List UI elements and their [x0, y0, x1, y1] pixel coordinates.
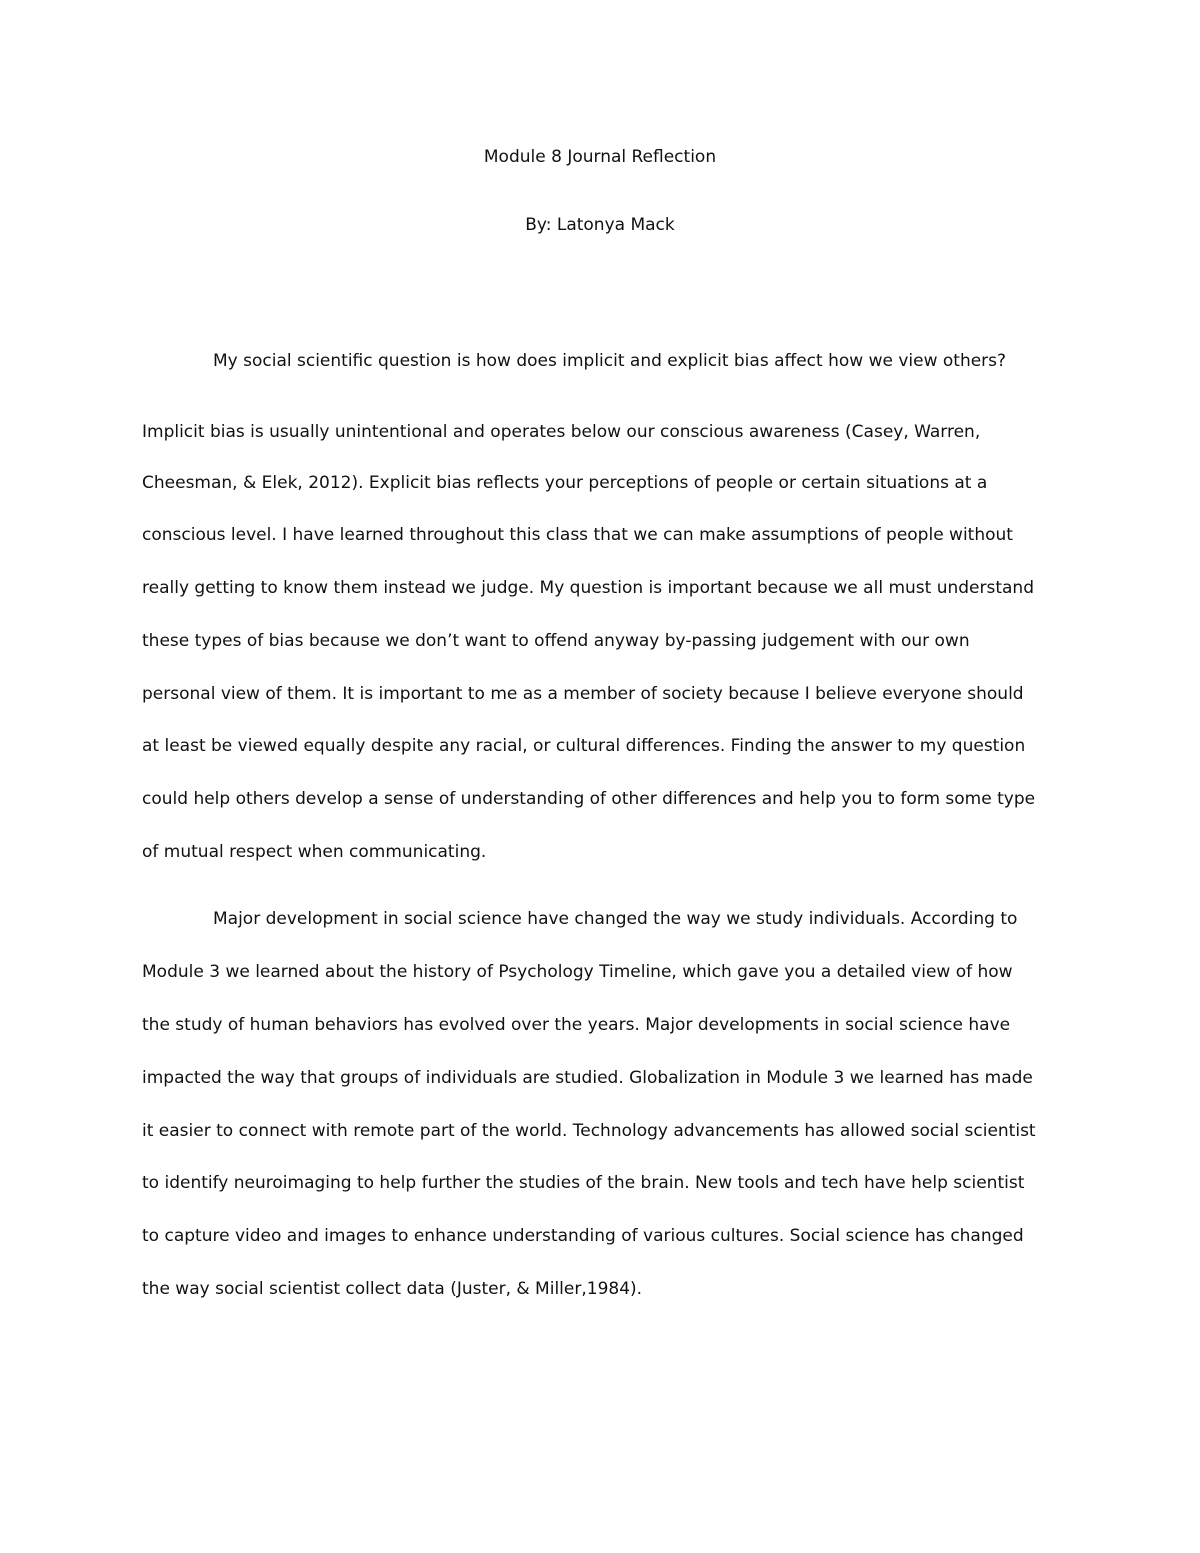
paragraph-line: impacted the way that groups of individuals are studied. Globalization in Module 3 we learned has made [142, 1068, 1033, 1088]
paragraph-line: to identify neuroimaging to help further the studies of the brain. New tools and tech have help scientist [142, 1173, 1025, 1193]
paragraph-line: to capture video and images to enhance understanding of various cultures. Social science has changed [142, 1226, 1024, 1246]
paragraph-line: Cheesman, & Elek, 2012). Explicit bias reflects your perceptions of people or certain situations at a [142, 473, 988, 493]
paragraph-line: personal view of them. It is important to me as a member of society because I believe everyone should [142, 684, 1024, 704]
paragraph-line: it easier to connect with remote part of the world. Technology advancements has allowed social scientist [142, 1121, 1036, 1141]
paragraph-line: My social scientific question is how does implicit and explicit bias affect how we view others? [213, 351, 1007, 371]
paragraph-line: these types of bias because we don’t want to offend anyway by-passing judgement with our own [142, 631, 970, 651]
document-author: By: Latonya Mack [525, 215, 675, 235]
paragraph-line: Major development in social science have changed the way we study individuals. According to [213, 909, 1018, 929]
paragraph-line: really getting to know them instead we judge. My question is important because we all must understand [142, 578, 1034, 598]
document-title: Module 8 Journal Reflection [483, 147, 717, 167]
paragraph-line: Module 3 we learned about the history of Psychology Timeline, which gave you a detailed view of how [142, 962, 1013, 982]
paragraph-line: the study of human behaviors has evolved over the years. Major developments in social science have [142, 1015, 1011, 1035]
paragraph-line: Implicit bias is usually unintentional and operates below our conscious awareness (Casey, Warren, [142, 422, 981, 442]
paragraph-line: at least be viewed equally despite any racial, or cultural differences. Finding the answer to my question [142, 736, 1026, 756]
paragraph-line: conscious level. I have learned throughout this class that we can make assumptions of people without [142, 525, 1013, 545]
paragraph-line: the way social scientist collect data (Juster, & Miller,1984). [142, 1279, 643, 1299]
paragraph-line: of mutual respect when communicating. [142, 842, 487, 862]
paragraph-line: could help others develop a sense of understanding of other differences and help you to form some type [142, 789, 1036, 809]
